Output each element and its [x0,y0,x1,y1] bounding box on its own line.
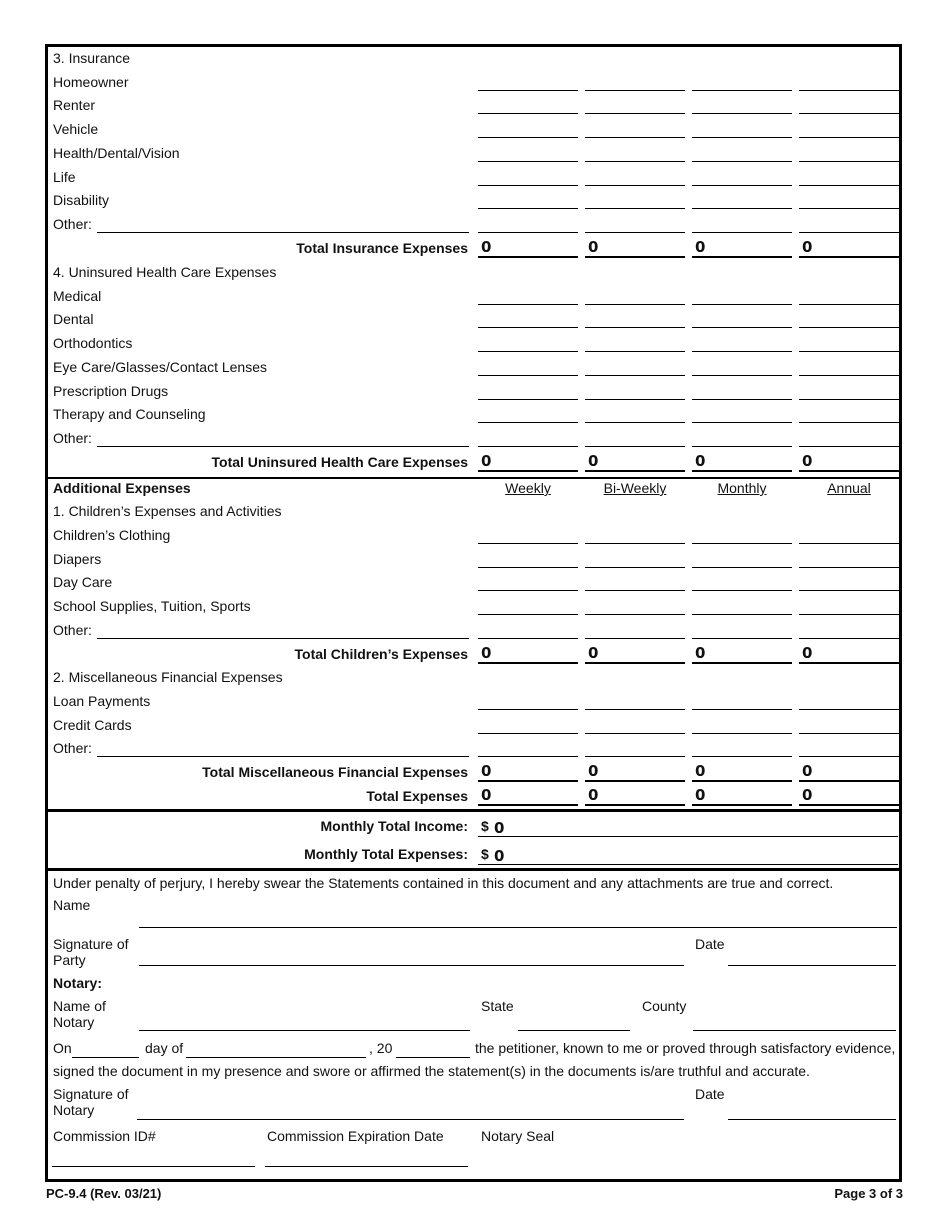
children-total-field-col3[interactable] [692,662,792,664]
expenses-field[interactable] [478,864,898,865]
insurance-total-field-col1[interactable] [478,256,578,258]
total-expenses-value-col2: 0 [588,786,599,804]
children-total-label: Total Children’s Expenses [294,645,468,662]
health-item: Medical [53,287,102,304]
children-item-1-col2[interactable] [585,543,685,544]
children-item-1-col1[interactable] [478,543,578,544]
misc-total-value-col1: 0 [481,762,492,781]
insurance-item-3-col2[interactable] [585,137,685,138]
insurance-other-label: Other: [53,215,92,232]
column-header-monthly: Monthly [717,480,767,496]
insurance-item-2-col4[interactable] [799,113,899,114]
children-item-3-col3[interactable] [692,590,792,591]
notary-name-label: Name of [53,998,106,1014]
children-item-3-col1[interactable] [478,590,578,591]
total-expenses-field-col2[interactable] [585,804,685,806]
health-item-2-col4[interactable] [799,327,899,328]
misc-item-1-col3[interactable] [692,709,792,710]
name-label: Name [53,897,91,913]
health-other-col3[interactable] [692,446,792,447]
children-item-4-col1[interactable] [478,614,578,615]
health-item-6-col4[interactable] [799,422,899,423]
column-header-annual: Annual [827,480,871,496]
monthly-income-value: 0 [494,819,505,837]
health-item-6-col1[interactable] [478,422,578,423]
health-heading: 4. Uninsured Health Care Expenses [53,264,277,280]
misc-total-field-col1[interactable] [478,780,578,782]
health-item-3-col3[interactable] [692,351,792,352]
health-total-value-col3: 0 [695,451,706,470]
children-other-col3[interactable] [692,638,792,639]
name-field[interactable] [139,927,897,928]
insurance-item-5-col3[interactable] [692,185,792,186]
insurance-item-2-col2[interactable] [585,113,685,114]
county-field[interactable] [693,1030,896,1031]
insurance-other-col2[interactable] [585,232,685,233]
insurance-item: Vehicle [53,121,99,138]
form-id: PC-9.4 (Rev. 03/21) [46,1186,162,1201]
petitioner-text: the petitioner, known to me or proved through satisfactory evidence, [475,1040,896,1056]
misc-total-value-col2: 0 [588,762,599,781]
total-expenses-field-col4[interactable] [799,804,899,806]
misc-total-label: Total Miscellaneous Financial Expenses [202,764,468,781]
children-item-3-col4[interactable] [799,590,899,591]
health-item-6-col3[interactable] [692,422,792,423]
health-other-label: Other: [53,429,92,446]
misc-total-field-col2[interactable] [585,780,685,782]
children-other-field[interactable] [97,638,469,639]
currency-symbol: $ [481,818,489,834]
misc-total-value-col4: 0 [802,762,813,781]
misc-item-2-col1[interactable] [478,733,578,734]
health-item: Dental [53,311,94,328]
health-item-1-col2[interactable] [585,304,685,305]
misc-item-1-col1[interactable] [478,709,578,710]
health-item-1-col3[interactable] [692,304,792,305]
day-of-label: day of [145,1040,184,1056]
party-date-label: Date [695,936,725,952]
insurance-total-field-col2[interactable] [585,256,685,258]
month-field[interactable] [186,1057,366,1058]
notary-heading: Notary: [53,975,103,991]
health-item-5-col3[interactable] [692,399,792,400]
notary-date-field[interactable] [728,1119,896,1120]
misc-other-col2[interactable] [585,756,685,757]
children-item-1-col4[interactable] [799,543,899,544]
children-item-2-col1[interactable] [478,567,578,568]
section-divider [45,477,902,479]
health-item: Orthodontics [53,335,133,352]
state-field[interactable] [518,1030,630,1031]
misc-item-2-col3[interactable] [692,733,792,734]
children-item-3-col2[interactable] [585,590,685,591]
total-expenses-value-col4: 0 [802,786,813,804]
children-item-4-col3[interactable] [692,614,792,615]
insurance-item-4-col2[interactable] [585,161,685,162]
misc-item-2-col2[interactable] [585,733,685,734]
misc-item-1-col2[interactable] [585,709,685,710]
additional-expenses-heading: Additional Expenses [53,480,191,496]
health-item-4-col2[interactable] [585,375,685,376]
total-expenses-label: Total Expenses [366,788,468,804]
party-signature-label-2: Party [53,952,86,968]
health-other-col1[interactable] [478,446,578,447]
day-field[interactable] [72,1057,139,1058]
commission-expiration-label: Commission Expiration Date [267,1128,444,1144]
monthly-expenses-value: 0 [494,847,505,865]
misc-item-2-col4[interactable] [799,733,899,734]
health-total-label: Total Uninsured Health Care Expenses [211,453,468,470]
notary-signature-field[interactable] [137,1119,684,1120]
misc-total-field-col3[interactable] [692,780,792,782]
misc-other-col3[interactable] [692,756,792,757]
health-other-col2[interactable] [585,446,685,447]
insurance-total-value-col2: 0 [588,237,599,256]
health-total-field-col3[interactable] [692,470,792,472]
misc-other-col1[interactable] [478,756,578,757]
insurance-item-5-col4[interactable] [799,185,899,186]
insurance-item-4-col1[interactable] [478,161,578,162]
party-signature-label: Signature of [53,936,129,952]
insurance-total-label: Total Insurance Expenses [296,239,468,256]
party-date-field[interactable] [728,965,896,966]
insurance-item: Health/Dental/Vision [53,144,180,161]
health-item: Eye Care/Glasses/Contact Lenses [53,358,267,375]
misc-total-field-col4[interactable] [799,780,899,782]
health-item-2-col3[interactable] [692,327,792,328]
health-item-1-col4[interactable] [799,304,899,305]
party-signature-field[interactable] [139,965,684,966]
misc-other-col4[interactable] [799,756,899,757]
total-expenses-value-col3: 0 [695,786,706,804]
children-item-1-col3[interactable] [692,543,792,544]
children-item: Children’s Clothing [53,526,171,543]
insurance-item: Renter [53,97,96,114]
notary-date-label: Date [695,1086,725,1102]
notary-signature-label-2: Notary [53,1102,95,1118]
health-item-6-col2[interactable] [585,422,685,423]
insurance-item: Homeowner [53,73,129,90]
misc-total-value-col3: 0 [695,762,706,781]
insurance-other-field[interactable] [97,232,469,233]
health-total-field-col4[interactable] [799,470,899,472]
insurance-item: Disability [53,192,110,209]
insurance-heading: 3. Insurance [53,50,131,66]
total-expenses-field-col1[interactable] [478,804,578,806]
children-item-2-col2[interactable] [585,567,685,568]
insurance-item: Life [53,168,76,185]
insurance-item-3-col4[interactable] [799,137,899,138]
children-other-col2[interactable] [585,638,685,639]
health-total-field-col2[interactable] [585,470,685,472]
children-item: School Supplies, Tuition, Sports [53,598,251,615]
notary-signature-label: Signature of [53,1086,129,1102]
insurance-item-2-col3[interactable] [692,113,792,114]
children-heading: 1. Children’s Expenses and Activities [53,503,282,519]
children-other-col4[interactable] [799,638,899,639]
misc-heading: 2. Miscellaneous Financial Expenses [53,669,283,685]
year-field[interactable] [396,1057,470,1058]
health-item-3-col4[interactable] [799,351,899,352]
insurance-total-field-col4[interactable] [799,256,899,258]
misc-other-field[interactable] [97,756,469,757]
health-item-5-col4[interactable] [799,399,899,400]
health-other-field[interactable] [97,446,469,447]
county-label: County [642,998,687,1014]
insurance-item-4-col4[interactable] [799,161,899,162]
misc-item-1-col4[interactable] [799,709,899,710]
insurance-item-6-col2[interactable] [585,208,685,209]
health-item-1-col1[interactable] [478,304,578,305]
children-item-2-col4[interactable] [799,567,899,568]
insurance-item-3-col3[interactable] [692,137,792,138]
health-item-5-col1[interactable] [478,399,578,400]
children-item-4-col4[interactable] [799,614,899,615]
insurance-other-col4[interactable] [799,232,899,233]
children-item: Diapers [53,550,102,567]
health-other-col4[interactable] [799,446,899,447]
notary-seal-label: Notary Seal [481,1128,555,1144]
insurance-total-value-col1: 0 [481,237,492,256]
page-number: Page 3 of 3 [834,1186,903,1201]
health-item-2-col2[interactable] [585,327,685,328]
insurance-item-6-col3[interactable] [692,208,792,209]
children-total-value-col2: 0 [588,643,599,662]
insurance-item-6-col4[interactable] [799,208,899,209]
children-item-4-col2[interactable] [585,614,685,615]
insurance-item-2-col1[interactable] [478,113,578,114]
children-other-label: Other: [53,622,92,638]
health-item: Therapy and Counseling [53,406,206,423]
health-total-value-col1: 0 [481,451,492,470]
health-item-3-col1[interactable] [478,351,578,352]
insurance-total-value-col3: 0 [695,237,706,256]
health-item-3-col2[interactable] [585,351,685,352]
health-item-4-col3[interactable] [692,375,792,376]
perjury-statement: Under penalty of perjury, I hereby swear the Statements contained in this document and any attachments are true and correct. [53,875,834,891]
children-other-col1[interactable] [478,638,578,639]
insurance-total-field-col3[interactable] [692,256,792,258]
on-label: On [53,1040,72,1056]
monthly-income-label: Monthly Total Income: [320,818,468,834]
health-item: Prescription Drugs [53,382,169,399]
section-divider [45,809,902,812]
children-total-value-col3: 0 [695,643,706,662]
insurance-item-1-col2[interactable] [585,90,685,91]
currency-symbol: $ [481,846,489,862]
insurance-item-1-col4[interactable] [799,90,899,91]
health-item-5-col2[interactable] [585,399,685,400]
health-total-value-col4: 0 [802,451,813,470]
insurance-item-1-col3[interactable] [692,90,792,91]
children-total-value-col4: 0 [802,643,813,662]
insurance-item-1-col1[interactable] [478,90,578,91]
commission-id-field[interactable] [52,1166,255,1167]
insurance-item-4-col3[interactable] [692,161,792,162]
year-prefix-label: , 20 [369,1040,393,1056]
insurance-other-col3[interactable] [692,232,792,233]
children-item: Day Care [53,574,113,591]
state-label: State [481,998,514,1014]
insurance-total-value-col4: 0 [802,237,813,256]
health-item-4-col4[interactable] [799,375,899,376]
insurance-item-5-col1[interactable] [478,185,578,186]
signed-text: signed the document in my presence and swore or affirmed the statement(s) in the documents is/are truthful and accurate. [53,1063,810,1079]
notary-name-field[interactable] [139,1030,470,1031]
column-header-weekly: Weekly [505,480,551,496]
children-total-value-col1: 0 [481,643,492,662]
misc-item: Loan Payments [53,692,151,709]
monthly-expenses-label: Monthly Total Expenses: [304,846,468,862]
total-expenses-field-col3[interactable] [692,804,792,806]
misc-other-label: Other: [53,740,92,757]
health-total-value-col2: 0 [588,451,599,470]
commission-expiration-field[interactable] [265,1166,468,1167]
insurance-item-5-col2[interactable] [585,185,685,186]
commission-id-label: Commission ID# [53,1128,156,1144]
income-field[interactable] [478,836,898,837]
children-total-field-col2[interactable] [585,662,685,664]
misc-item: Credit Cards [53,716,132,733]
insurance-item-6-col1[interactable] [478,208,578,209]
column-header-bi-weekly: Bi-Weekly [603,480,667,496]
notary-name-label-2: Notary [53,1014,95,1030]
insurance-other-col1[interactable] [478,232,578,233]
health-item-2-col1[interactable] [478,327,578,328]
children-total-field-col4[interactable] [799,662,899,664]
health-total-field-col1[interactable] [478,470,578,472]
total-expenses-value-col1: 0 [481,786,492,804]
section-divider [45,868,902,871]
children-total-field-col1[interactable] [478,662,578,664]
insurance-item-3-col1[interactable] [478,137,578,138]
children-item-2-col3[interactable] [692,567,792,568]
health-item-4-col1[interactable] [478,375,578,376]
